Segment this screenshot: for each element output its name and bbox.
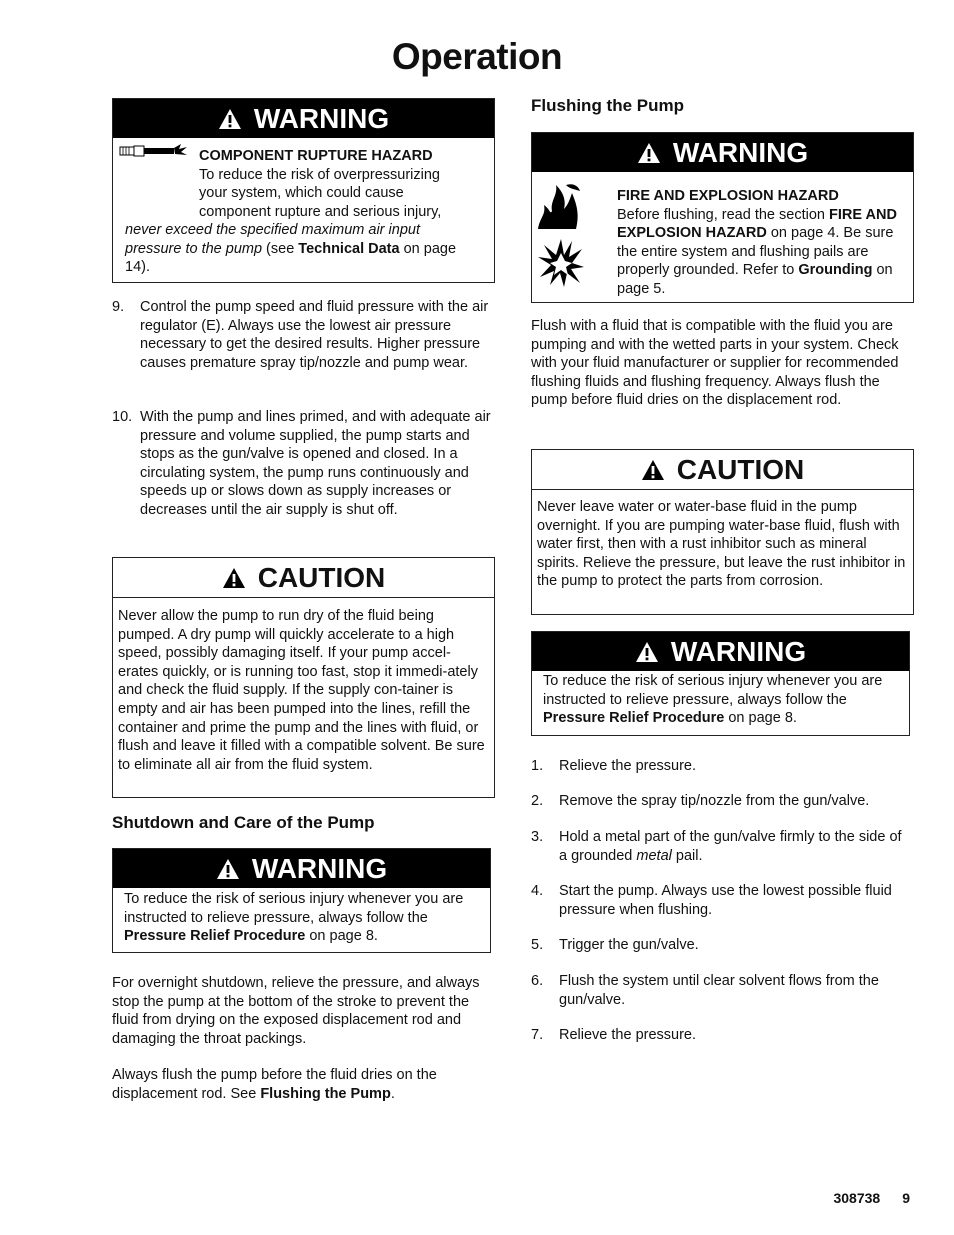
caution-text: Never allow the pump to run dry of the fluid being pumped. A dry pump will quickly accelerate to a high speed, possibly damaging itself. If your pump accel-erates quickly, or is running too fast, stop it immedi-ately and check the fluid supply. If the supply con-tainer is empty and air has been pumped into the lines, refill the container and prime the pump and the lines with fluid, or flush and leave it filled with a compatible solvent. Be sure to eliminate all air from the fluid system. xyxy=(118,608,485,773)
warning-text: To reduce the risk of serious injury whenever you are instructed to relieve pressure, always follow the xyxy=(543,673,883,708)
warning-label: WARNING xyxy=(251,852,388,884)
caution-header xyxy=(532,450,913,490)
flush-step-1 xyxy=(531,757,913,777)
step-9 xyxy=(112,298,497,398)
step-text xyxy=(559,828,913,865)
caution-header xyxy=(113,558,494,598)
fire-hazard-ref: FIRE AND EXPLOSION HAZARD xyxy=(617,206,897,242)
paragraph-text: Always flush the pump before the fluid dries on the displacement rod. See xyxy=(112,1067,437,1102)
step-number: 10. xyxy=(112,409,133,425)
warning-triangle-icon xyxy=(216,858,240,880)
step-text: Control the pump speed and fluid pressure with the air regulator (E). Always use the lowest air pressure necessary to get the desired results. Higher pressure causes premature spray tip/nozzle and pump wear. xyxy=(140,299,489,371)
step-number: 9. xyxy=(112,299,125,315)
step-number: 5. xyxy=(531,937,544,953)
water-base-caution xyxy=(531,449,914,615)
step-number: 2. xyxy=(531,793,544,809)
hazard-title: COMPONENT RUPTURE HAZARD xyxy=(199,148,433,164)
step-text: With the pump and lines primed, and with adequate air pressure and volume supplied, the pump starts and stops as the gun/valve is opened and closed. In a circulating system, the pump runs continuously and speeds up or slows down as supply increases or decreases until the air supply is shut off. xyxy=(140,409,491,518)
step-number: 7. xyxy=(531,1027,544,1043)
component-rupture-warning xyxy=(112,98,495,283)
explosion-icon xyxy=(538,237,584,289)
caution-triangle-icon xyxy=(641,459,665,481)
step-text: Flush the system until clear solvent flows from the gun/valve. xyxy=(559,973,879,1008)
warning-header xyxy=(532,133,913,172)
shutdown-heading: Shutdown and Care of the Pump xyxy=(112,813,375,832)
step-text: Relieve the pressure. xyxy=(559,758,697,774)
step-text-part: Hold a metal part of the gun/valve firmly to the side of a grounded xyxy=(559,829,902,864)
step-text: Remove the spray tip/nozzle from the gun/valve. xyxy=(559,793,870,809)
warning-triangle-icon xyxy=(218,108,242,130)
warning-text: To reduce the risk of serious injury whenever you are instructed to relieve pressure, always follow the xyxy=(124,891,464,926)
flush-step-6 xyxy=(531,972,913,1012)
hazard-title: FIRE AND EXPLOSION HAZARD xyxy=(617,188,839,204)
flush-step-2 xyxy=(531,792,913,812)
flush-reminder-paragraph xyxy=(112,1066,490,1103)
warning-text: on page 5. xyxy=(617,262,893,297)
flush-step-3 xyxy=(531,828,913,868)
caution-label: CAUTION xyxy=(676,453,805,485)
flush-step-4 xyxy=(531,882,913,922)
step-text: Start the pump. Always use the lowest possible fluid pressure when flushing. xyxy=(559,883,892,918)
warning-line: component rupture and serious injury, xyxy=(199,203,442,220)
pressure-relief-warning xyxy=(531,631,910,736)
flushing-ref: Flushing the Pump xyxy=(260,1085,391,1102)
warning-body xyxy=(617,206,907,299)
page-title: Operation xyxy=(391,36,563,77)
page-footer xyxy=(811,1190,910,1206)
warning-header xyxy=(113,849,490,888)
step-text-italic: metal xyxy=(636,847,672,864)
pressure-relief-ref: Pressure Relief Procedure xyxy=(543,710,725,727)
hose-rupture-icon xyxy=(119,143,189,159)
pressure-relief-ref: Pressure Relief Procedure xyxy=(124,928,306,945)
step-number: 3. xyxy=(531,829,544,845)
step-text-part: pail. xyxy=(671,847,703,864)
warning-line: To reduce the risk of overpressurizing xyxy=(199,166,440,183)
warning-triangle-icon xyxy=(635,641,659,663)
flush-step-7 xyxy=(531,1026,913,1046)
caution-triangle-icon xyxy=(222,567,246,589)
warning-tail: on page 8. xyxy=(724,710,797,727)
paragraph-tail: . xyxy=(390,1085,395,1102)
fire-explosion-warning xyxy=(531,132,914,303)
technical-data-ref: Technical Data xyxy=(298,240,400,257)
step-text: Trigger the gun/valve. xyxy=(559,937,699,953)
document-number: 308738 xyxy=(833,1190,881,1206)
step-10 xyxy=(112,408,497,548)
pressure-relief-warning xyxy=(112,848,491,953)
warning-triangle-icon xyxy=(637,142,661,164)
step-number: 1. xyxy=(531,758,544,774)
step-text: Relieve the pressure. xyxy=(559,1027,697,1043)
warning-text: Before flushing, read the section xyxy=(617,206,829,223)
warning-tail: on page 14). xyxy=(125,240,457,276)
warning-label: WARNING xyxy=(253,102,390,134)
overnight-shutdown-paragraph: For overnight shutdown, relieve the pressure, and always stop the pump at the bottom of the stroke to prevent the fluid from drying on the exposed displacement rod and damaging the throat packings. xyxy=(112,975,480,1047)
warning-see: (see xyxy=(262,240,299,257)
fire-icon xyxy=(536,181,582,231)
step-number: 6. xyxy=(531,973,544,989)
warning-tail: on page 8. xyxy=(305,928,378,945)
dry-pump-caution xyxy=(112,557,495,798)
grounding-ref: Grounding xyxy=(798,262,873,279)
warning-label: WARNING xyxy=(672,136,809,168)
warning-header xyxy=(113,99,494,138)
caution-label: CAUTION xyxy=(257,561,386,593)
flush-step-5 xyxy=(531,936,913,956)
warning-label: WARNING xyxy=(670,635,807,667)
flushing-heading: Flushing the Pump xyxy=(531,96,684,115)
page-number: 9 xyxy=(902,1190,910,1206)
step-number: 4. xyxy=(531,883,544,899)
caution-text: Never leave water or water-base fluid in the pump overnight. If you are pumping water-base fluid, flush with water first, then with a rust inhibitor such as mineral spirits. Relieve the pressure, but leave the rust inhibitor in the pump to protect the parts from corrosion. xyxy=(537,499,906,590)
flushing-paragraph: Flush with a fluid that is compatible with the fluid you are pumping and with the wetted parts in your system. Check with your fluid manufacturer or supplier for recommended flushing fluids and flushing frequency. Always flush the pump before fluid dries on the displacement rod. xyxy=(531,318,899,409)
warning-text: on page 4. Be sure the entire system and flushing pails are properly grounded. Refer to xyxy=(617,225,894,279)
warning-italic-text: never exceed the specified maximum air input pressure to the pump xyxy=(125,222,420,257)
warning-header xyxy=(532,632,909,671)
warning-line: your system, which could cause xyxy=(199,185,404,202)
